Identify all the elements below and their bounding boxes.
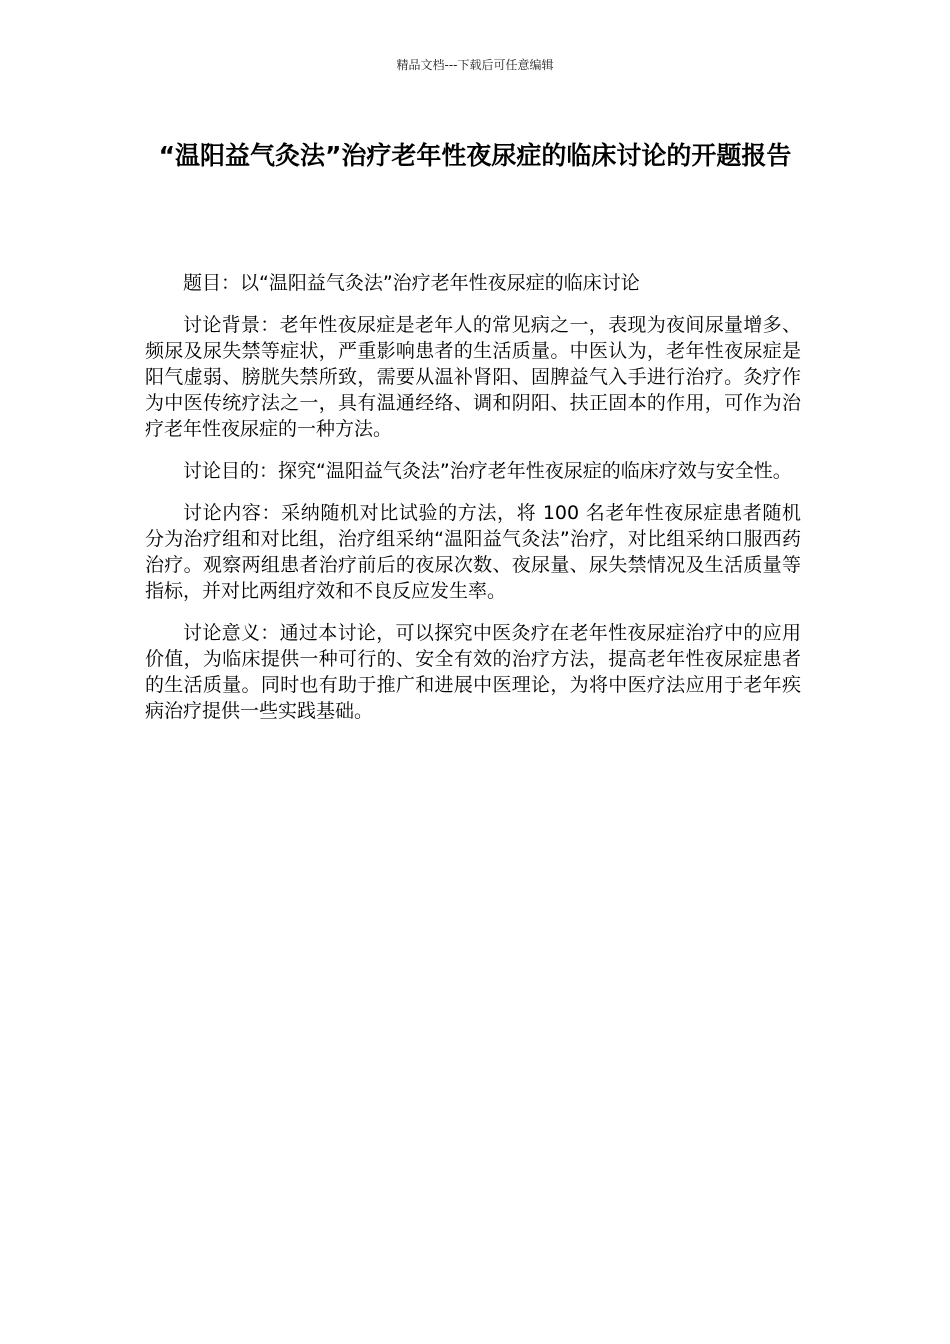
header-note: 精品文档---下载后可任意编辑 [396,58,554,72]
paragraph-background: 讨论背景：老年性夜尿症是老年人的常见病之一，表现为夜间尿量增多、频尿及尿失禁等症状，严重影响患者的生活质量。中医认为，老年性夜尿症是阳气虚弱、膀胱失禁所致，需要从温补肾阳、固脾益气入手进行治疗。灸疗作为中医传统疗法之一，具有温通经络、调和阴阳、扶正固本的作用，可作为治疗老年性夜尿症的一种方法。 [145,314,801,440]
document-title: “温阳益气灸法”治疗老年性夜尿症的临床讨论的开题报告 [158,141,792,170]
paragraph-content: 讨论内容：采纳随机对比试验的方法，将 100 名老年性夜尿症患者随机分为治疗组和对比组，治疗组采纳“温阳益气灸法”治疗，对比组采纳口服西药治疗。观察两组患者治疗前后的夜尿次数、夜尿量、尿失禁情况及生活质量等指标，并对比两组疗效和不良反应发生率。 [145,502,801,602]
paragraph-objective: 讨论目的：探究“温阳益气灸法”治疗老年性夜尿症的临床疗效与安全性。 [183,460,792,482]
paragraph-significance: 讨论意义：通过本讨论，可以探究中医灸疗在老年性夜尿症治疗中的应用价值，为临床提供一种可行的、安全有效的治疗方法，提高老年性夜尿症患者的生活质量。同时也有助于推广和进展中医理论，为将中医疗法应用于老年疾病治疗提供一些实践基础。 [145,622,801,722]
paragraph-topic: 题目：以“温阳益气灸法”治疗老年性夜尿症的临床讨论 [183,272,640,294]
document-body [145,270,801,740]
